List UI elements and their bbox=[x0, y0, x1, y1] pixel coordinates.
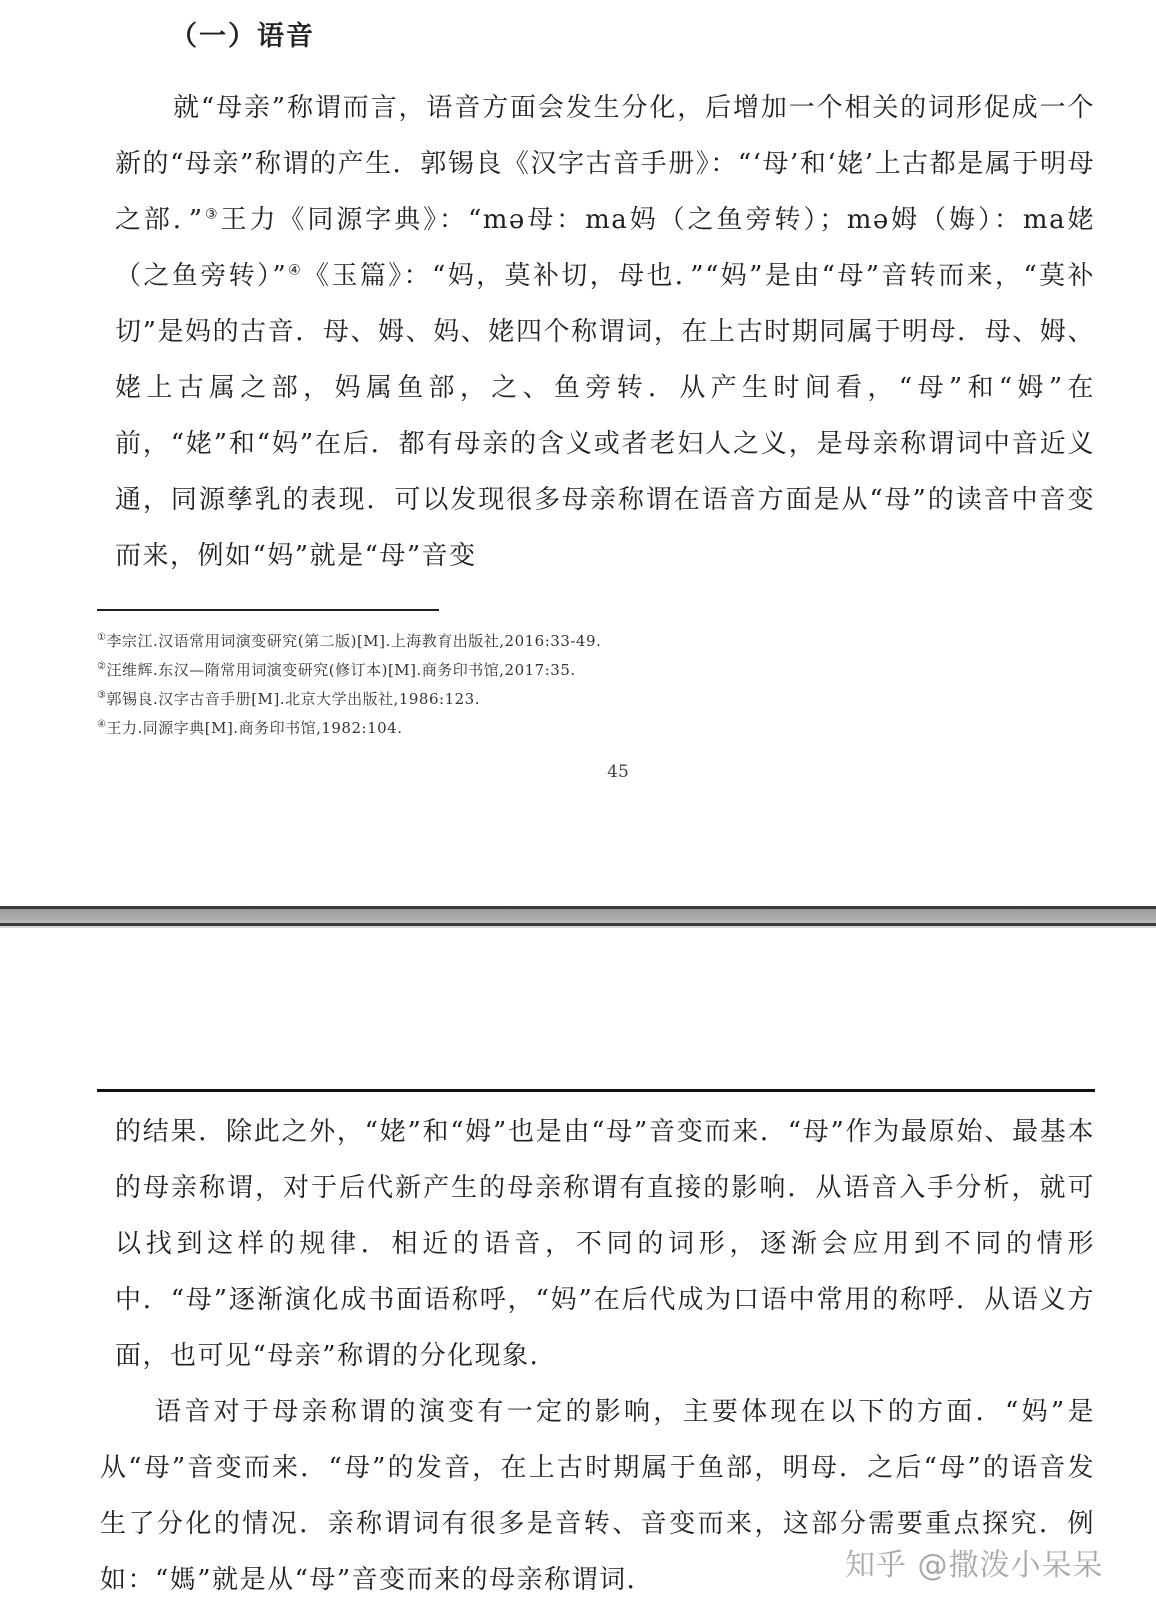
paragraph-text-part-1: 就“母亲”称谓而言，语音方面会发生分化，后增加一个相关的词形促成一个新的“母亲”称谓的产生．郭锡良《汉字古音手册》：“‘母’和‘姥’上古都是属于明母之部．” bbox=[115, 93, 1095, 235]
footnote-mark: ③ bbox=[97, 690, 107, 701]
footnote-3 bbox=[97, 685, 997, 714]
page-break-divider bbox=[0, 906, 1156, 928]
footnote-text: 郭锡良.汉字古音手册[M].北京大学出版社,1986:123. bbox=[106, 690, 480, 708]
body-paragraph-1 bbox=[115, 80, 1095, 584]
footnote-mark: ① bbox=[97, 632, 107, 643]
footnote-text: 汪维辉.东汉—隋常用词演变研究(修订本)[M].商务印书馆,2017:35. bbox=[106, 661, 576, 679]
footnote-4 bbox=[97, 714, 997, 743]
watermark: 知乎 @撒泼小呆呆 bbox=[845, 1548, 1104, 1583]
footnotes bbox=[97, 627, 997, 743]
body-paragraph-3: 语音对于母亲称谓的演变有一定的影响，主要体现在以下的方面．“妈”是从“母”音变而来．“母”的发音，在上古时期属于鱼部，明母．之后“母”的语音发生了分化的情况．亲称谓词有很多是音转、音变而来，这部分需要重点探究．例如：“媽”就是从“母”音变而来的母亲称谓词． bbox=[100, 1397, 1095, 1595]
footnote-text: 李宗江.汉语常用词演变研究(第二版)[M].上海教育出版社,2016:33-49. bbox=[106, 632, 602, 650]
section-heading: （一）语音 bbox=[170, 21, 315, 52]
paragraph-text-part-3: 《玉篇》：“妈，莫补切，母也．”“妈”是由“母”音转而来，“莫补切”是妈的古音．母、姆、妈、姥四个称谓词，在上古时期同属于明母．母、姆、姥上古属之部，妈属鱼部，之、鱼旁转．从产生时间看，“母”和“姆”在前，“姥”和“妈”在后．都有母亲的含义或者老妇人之义，是母亲称谓词中音近义通，同源孳乳的表现．可以发现很多母亲称谓在语音方面是从“母”的读音中音变而来，例如“妈”就是“母”音变 bbox=[115, 261, 1096, 571]
footnote-ref-4: ④ bbox=[287, 262, 304, 279]
paragraph-text-part-2: 王力《同源字典》：“mə母：ma妈（之鱼旁转）；mə姆（娒）：ma姥（之鱼旁转）” bbox=[115, 205, 1096, 291]
footnote-separator bbox=[97, 609, 439, 611]
footnote-1 bbox=[97, 627, 997, 656]
page-number: 45 bbox=[607, 762, 629, 782]
footnote-ref-3: ③ bbox=[203, 206, 221, 223]
footnote-2 bbox=[97, 656, 997, 685]
footnote-mark: ④ bbox=[97, 719, 107, 730]
header-rule bbox=[97, 1089, 1095, 1092]
body-paragraph-2: 的结果．除此之外，“姥”和“姆”也是由“母”音变而来．“母”作为最原始、最基本的母亲称谓，对于后代新产生的母亲称谓有直接的影响．从语音入手分析，就可以找到这样的规律．相近的语音，不同的词形，逐渐会应用到不同的情形中．“母”逐渐演化成书面语称呼，“妈”在后代成为口语中常用的称呼．从语义方面，也可见“母亲”称谓的分化现象． bbox=[115, 1117, 1095, 1371]
footnote-mark: ② bbox=[97, 661, 107, 672]
footnote-text: 王力.同源字典[M].商务印书馆,1982:104. bbox=[106, 719, 403, 737]
